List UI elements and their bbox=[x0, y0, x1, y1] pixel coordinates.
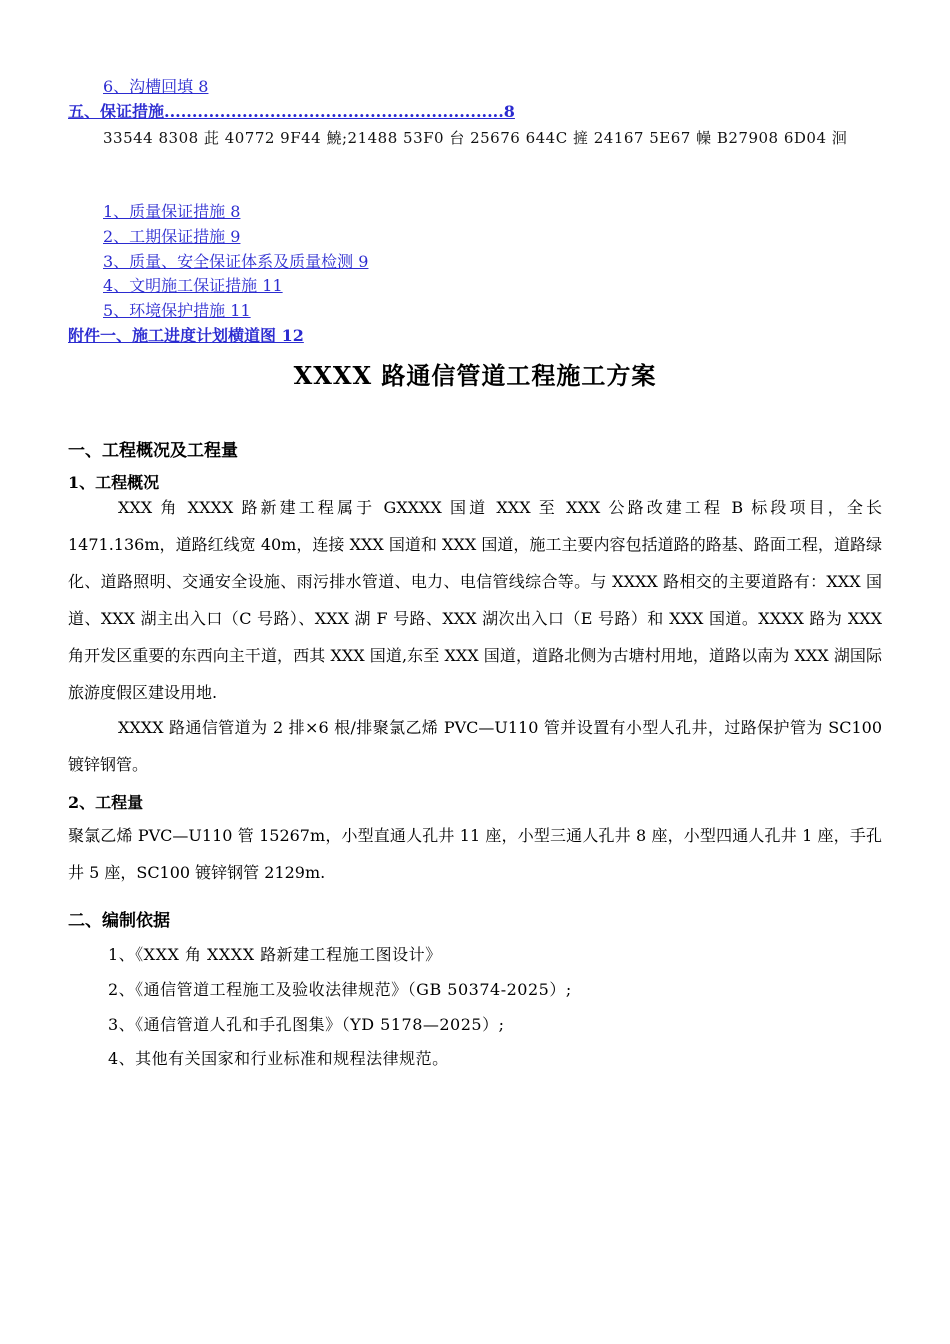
section-heading-2: 二、编制依据 bbox=[68, 911, 170, 931]
paragraph-pipeline: XXXX 路通信管道为 2 排×6 根/排聚氯乙烯 PVC—U110 管并设置有小型人孔井，过路保护管为 SC100 镀锌钢管。 bbox=[68, 718, 882, 774]
document-title: XXXX 路通信管道工程施工方案 bbox=[293, 361, 657, 390]
basis-item-2: 2、《通信管道工程施工及验收法律规范》（GB 50374-2025）; bbox=[108, 980, 572, 999]
toc-appendix-link[interactable]: 附件一、施工进度计划横道图 12 bbox=[68, 326, 304, 345]
paragraph-quantity: 聚氯乙烯 PVC—U110 管 15267m，小型直通人孔井 11 座，小型三通人孔井 8 座，小型四通人孔井 1 座，手孔井 5 座，SC100 镀锌钢管 2129m. bbox=[68, 826, 882, 882]
toc-sub-item-5[interactable]: 5、环境保护措施 11 bbox=[103, 301, 251, 320]
toc-item-6[interactable]: 6、沟槽回填 8 bbox=[103, 77, 209, 96]
subsection-heading-overview: 1、工程概况 bbox=[68, 473, 160, 492]
toc-section-5[interactable]: 五、保证措施.............................................................8 bbox=[68, 102, 515, 121]
section-heading-1: 一、工程概况及工程量 bbox=[68, 441, 238, 461]
basis-item-1: 1、《XXX 角 XXXX 路新建工程施工图设计》 bbox=[108, 945, 442, 964]
garbled-text: 33544 8308 茈 40772 9F44 鱙;21488 53F0 台 25676 644C 摌 24167 5E67 幧 B27908 6D04 洄 bbox=[103, 129, 848, 147]
toc-sub-item-2[interactable]: 2、工期保证措施 9 bbox=[103, 227, 241, 246]
toc-sub-item-1[interactable]: 1、质量保证措施 8 bbox=[103, 202, 241, 221]
paragraph-overview: XXX 角 XXXX 路新建工程属于 GXXXX 国道 XXX 至 XXX 公路改建工程 B 标段项目，全长 1471.136m，道路红线宽 40m，连接 XXX 国道和 XXX 国道，施工主要内容包括道路的路基、路面工程，道路绿化、道路照明、交通安全设施、雨污排水管道、电力、电信管线综合等。与 XXXX 路相交的主要道路有：XXX 国道、XXX 湖主出入口（C 号路）、XXX 湖 F 号路、XXX 湖次出入口（E 号路）和 XXX 国道。XXXX 路为 XXX 角开发区重要的东西向主干道，西其 XXX 国道,东至 XXX 国道，道路北侧为古塘村用地，道路以南为 XXX 湖国际旅游度假区建设用地. bbox=[68, 498, 882, 702]
toc-sub-item-3[interactable]: 3、质量、安全保证体系及质量检测 9 bbox=[103, 252, 369, 271]
toc-sub-item-4[interactable]: 4、文明施工保证措施 11 bbox=[103, 276, 283, 295]
basis-item-4: 4、其他有关国家和行业标准和规程法律规范。 bbox=[108, 1049, 449, 1068]
subsection-heading-quantity: 2、工程量 bbox=[68, 793, 144, 812]
basis-item-3: 3、《通信管道人孔和手孔图集》（YD 5178—2025）; bbox=[108, 1015, 505, 1034]
